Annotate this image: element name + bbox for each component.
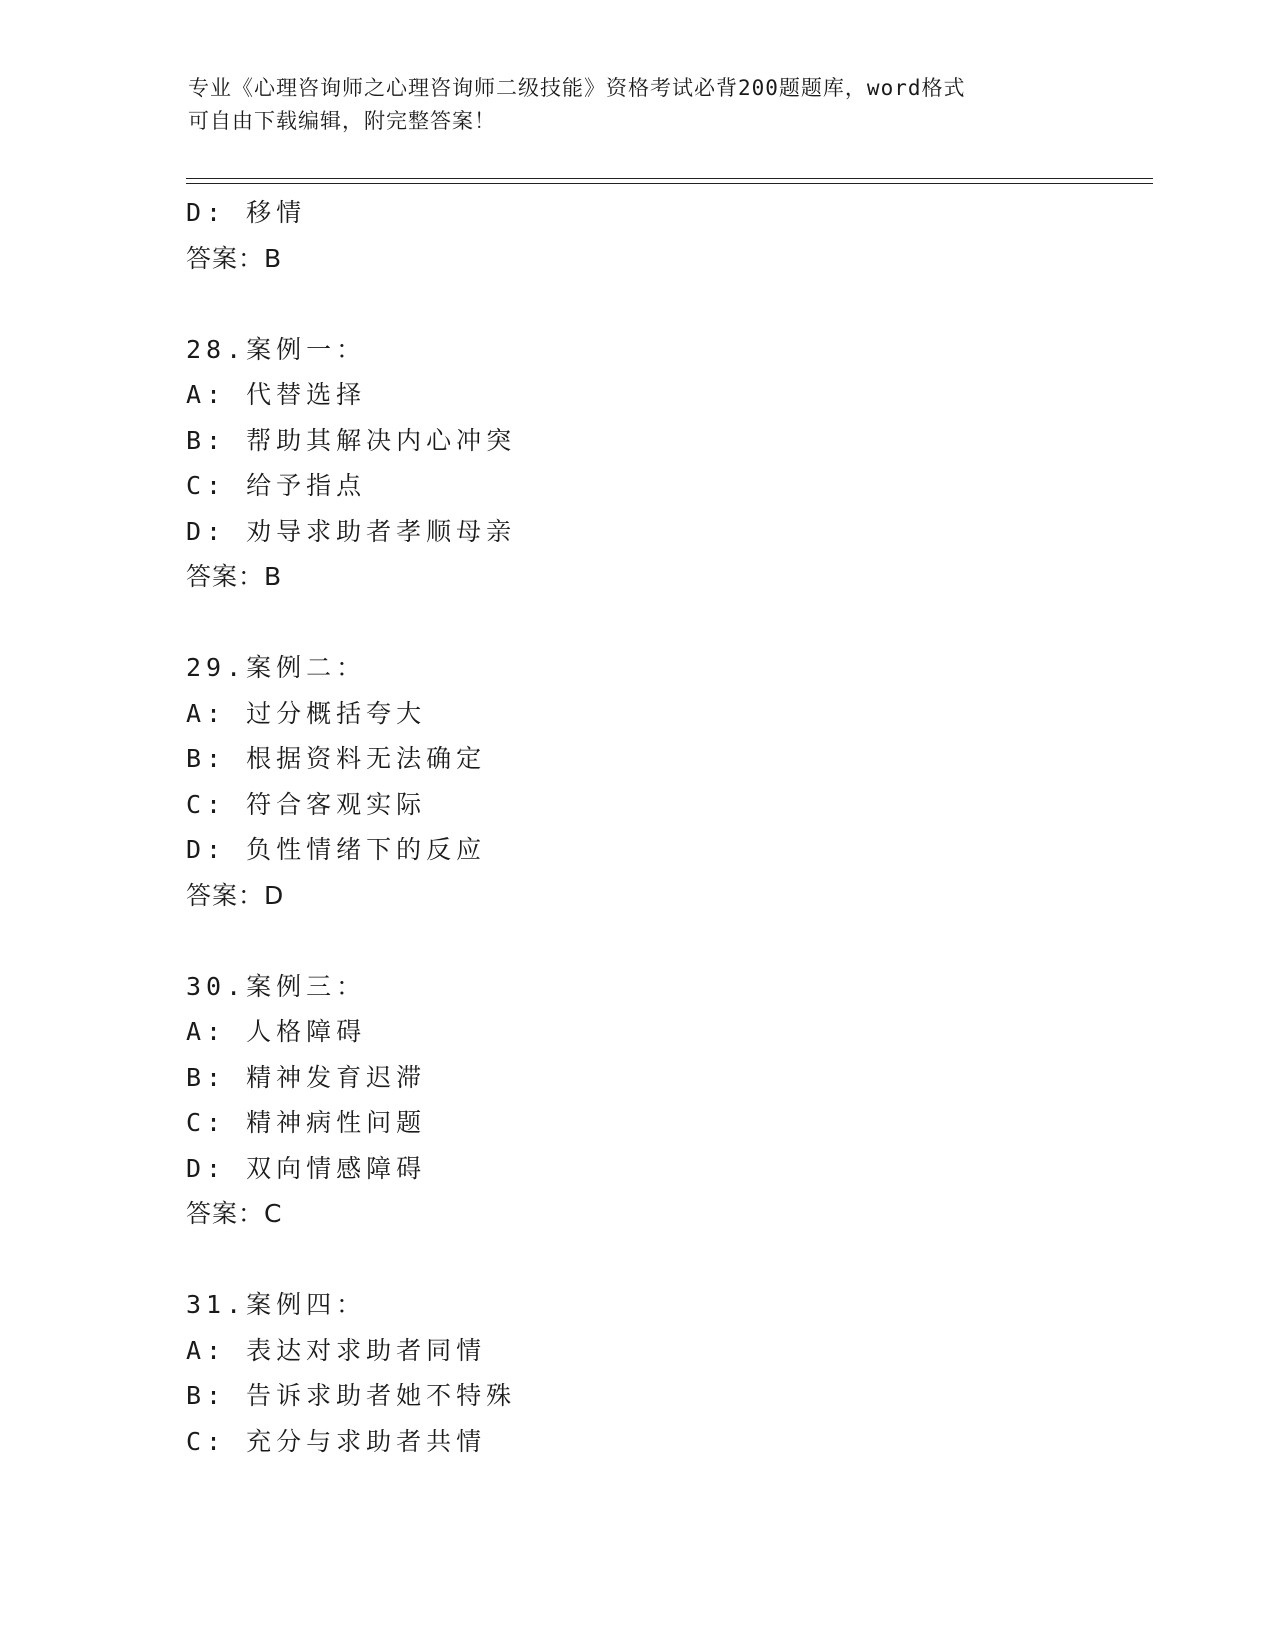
option-a: A: 人格障碍 [186, 1017, 367, 1046]
option-d: D: 双向情感障碍 [186, 1153, 427, 1183]
option-b: B: 根据资料无法确定 [186, 744, 487, 773]
answer-line: 答案：D [186, 880, 285, 910]
option-d: D: 劝导求助者孝顺母亲 [186, 516, 517, 546]
question-28 [186, 327, 1146, 600]
option-a: A: 代替选择 [186, 380, 367, 409]
question-title: 29.案例二： [186, 653, 367, 682]
option-a: A: 过分概括夸大 [186, 698, 427, 728]
option-c: C: 给予指点 [186, 471, 367, 500]
question-30 [186, 964, 1146, 1237]
question-list [186, 190, 1146, 1510]
option-b: B: 帮助其解决内心冲突 [186, 425, 517, 455]
question-31 [186, 1282, 1146, 1464]
carryover-block [186, 190, 1146, 281]
option-b: B: 精神发育迟滞 [186, 1062, 427, 1092]
option-c: C: 精神病性问题 [186, 1108, 427, 1137]
question-title: 28.案例一： [186, 334, 367, 364]
option-d: D: 负性情绪下的反应 [186, 835, 487, 864]
answer-line: 答案：B [186, 243, 283, 273]
header-divider-bottom [186, 183, 1153, 184]
option-a: A: 表达对求助者同情 [186, 1335, 487, 1365]
option-c: C: 符合客观实际 [186, 789, 427, 819]
option-c: C: 充分与求助者共情 [186, 1426, 487, 1456]
document-header [188, 72, 1068, 138]
question-29 [186, 645, 1146, 918]
answer-line: 答案：C [186, 1199, 283, 1228]
option-b: B: 告诉求助者她不特殊 [186, 1381, 517, 1410]
question-title: 31.案例四： [186, 1290, 367, 1319]
header-divider-top [186, 178, 1153, 179]
header-line-1: 专业《心理咨询师之心理咨询师二级技能》资格考试必背200题题库，word格式 [188, 76, 966, 100]
answer-line: 答案：B [186, 562, 283, 591]
option-d: D: 移情 [186, 198, 307, 227]
question-title: 30.案例三： [186, 971, 367, 1001]
header-line-2: 可自由下载编辑，附完整答案！ [188, 109, 496, 133]
